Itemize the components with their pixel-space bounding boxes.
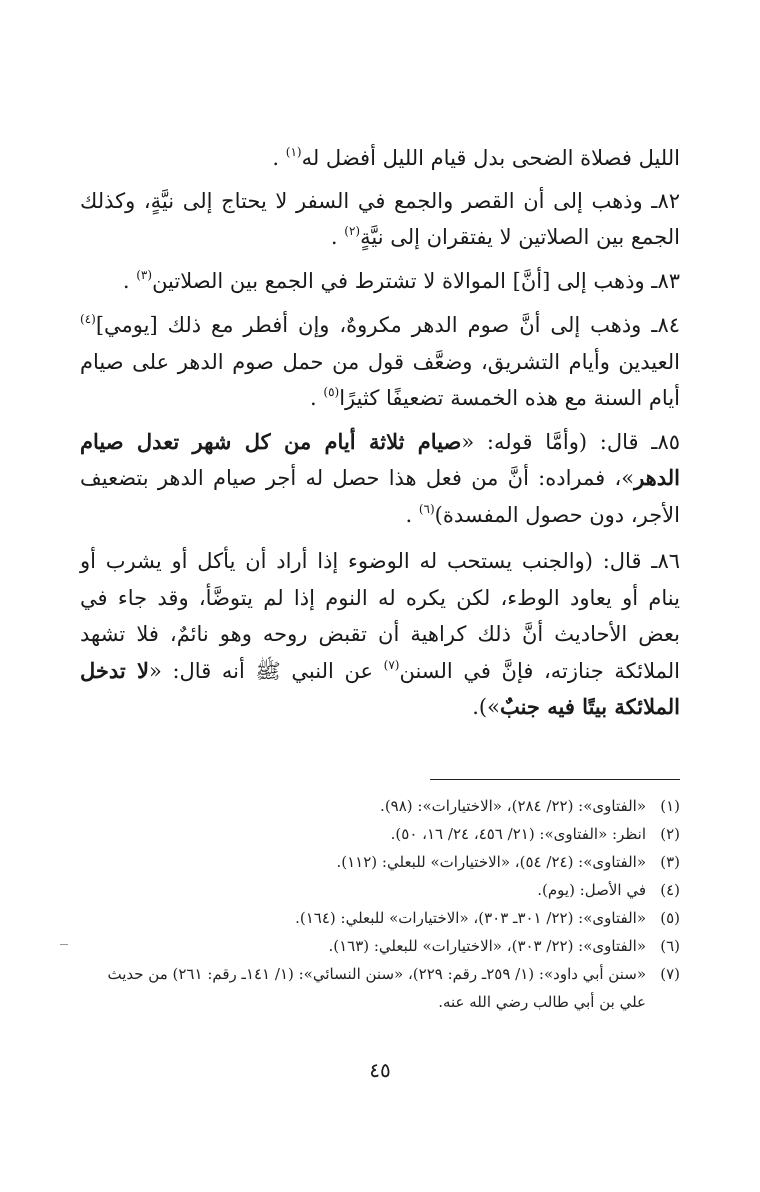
footnote — [80, 820, 680, 848]
paragraph-text: »، فمراده: أنَّ من فعل هذا حصل له أجر صيام الدهر بتضعيف الأجر، دون حصول المفسدة) — [80, 466, 680, 527]
footnote-number: (٧) — [660, 965, 680, 983]
paragraph-number: ٨٣ـ — [651, 268, 680, 293]
footnote-ref: (٢) — [344, 224, 361, 238]
paragraph-number: ٨٤ـ — [651, 313, 680, 337]
footnote-number: (٣) — [660, 853, 680, 871]
paragraph-text: الليل فصلاة الضحى بدل قيام الليل أفضل له — [301, 146, 680, 170]
paragraph-continuation — [80, 140, 680, 177]
paragraph-number: ٨٢ـ — [651, 188, 680, 213]
footnote-ref: (٧) — [383, 657, 400, 672]
footnote-text: في الأصل: (يوم). — [537, 881, 646, 899]
hadith-quote: لا تدخل الملائكة بيتًا فيه جنبٌ — [80, 657, 680, 719]
footnote — [80, 876, 680, 904]
margin-mark — [60, 944, 68, 945]
paragraph-text: قال: (وأمَّا قوله: « — [461, 429, 652, 454]
paragraph-end: . — [330, 225, 345, 249]
footnote-text: «الفتاوى»: (٢٢/ ٢٨٤)، «الاختيارات»: (٩٨). — [380, 797, 646, 815]
footnote-number: (٦) — [660, 937, 680, 955]
hadith-quote: صيام ثلاثة أيام من كل شهر تعدل صيام الدهر — [80, 428, 680, 490]
paragraph-86 — [80, 543, 680, 726]
footnote-text: «سنن أبي داود»: (١/ ٢٥٩ـ رقم: ٢٢٩)، «سنن النسائي»: (١/ ١٤١ـ رقم: ٢٦١) من حديث علي بن أبي طالب رضي الله عنه. — [107, 965, 646, 1011]
footnote-text: انظر: «الفتاوى»: (٢١/ ٤٥٦، ٢٤/ ١٦، ٥٠). — [390, 825, 646, 843]
paragraph-end: . — [310, 386, 324, 410]
paragraph-number: ٨٦ـ — [651, 549, 680, 573]
paragraph-85 — [80, 424, 680, 534]
paragraph-number: ٨٥ـ — [651, 429, 680, 454]
footnote-number: (٢) — [660, 825, 680, 843]
footnote-number: (٤) — [660, 881, 680, 899]
paragraph-text: وذهب إلى أنَّ صوم الدهر مكروهٌ، وإن أفطر مع ذلك [يومي] — [95, 313, 652, 337]
footnote-ref: (١) — [285, 145, 302, 159]
paragraph-text: عن النبي ﷺ أنه قال: « — [149, 658, 384, 683]
paragraph-text: قال: (والجنب يستحب له الوضوء إذا أراد أن يأكل أو يشرب أو ينام أو يعاود الوطء، لكن يكره له النوم إذا لم يتوضَّأ، وقد جاء في بعض الأحاديث أنَّ ذلك كراهية أن تقبض روحه وهو نائمٌ، فلا تشهد الملائكة جنازته، فإنَّ في السنن — [80, 549, 680, 683]
paragraph-end: . — [405, 502, 419, 527]
footnote-ref: (٣) — [136, 267, 153, 282]
footnote-separator — [430, 779, 680, 780]
footnote-number: (٥) — [660, 909, 680, 927]
footnote-ref: (٤) — [80, 312, 96, 326]
footnote — [80, 932, 680, 960]
paragraph-text: وذهب إلى أن القصر والجمع في السفر لا يحتاج إلى نيَّةٍ، وكذلك الجمع بين الصلاتين لا يفتقران إلى نيَّةٍ — [80, 188, 680, 249]
footnote-text: «الفتاوى»: (٢٢/ ٣٠١ـ ٣٠٣)، «الاختيارات» للبعلي: (١٦٤). — [295, 909, 646, 927]
footnote-ref: (٥) — [323, 385, 340, 399]
page-number: ٤٥ — [369, 1058, 391, 1082]
paragraph-end: . — [122, 268, 137, 293]
footnotes — [80, 792, 680, 1016]
paragraph-83 — [80, 263, 680, 300]
footnote — [80, 960, 680, 1016]
footnote-text: «الفتاوى»: (٢٤/ ٥٤)، «الاختيارات» للبعلي: (١١٢). — [336, 853, 646, 871]
main-text — [80, 140, 680, 733]
footnote-number: (١) — [660, 797, 680, 815]
footnote — [80, 848, 680, 876]
paragraph-82 — [80, 183, 680, 256]
footnote — [80, 904, 680, 932]
paragraph-end: . — [272, 146, 286, 170]
footnote — [80, 792, 680, 820]
paragraph-text: وذهب إلى [أنَّ] الموالاة لا تشترط في الجمع بين الصلاتين — [152, 268, 652, 293]
paragraph-84 — [80, 307, 680, 417]
footnote-ref: (٦) — [418, 501, 435, 516]
paragraph-end: »). — [472, 695, 500, 719]
paragraph-text: العيدين وأيام التشريق، وضعَّف قول من حمل صوم الدهر على صيام أيام السنة مع هذه الخمسة تضعيفًا كثيرًا — [80, 349, 680, 410]
footnote-text: «الفتاوى»: (٢٢/ ٣٠٣)، «الاختيارات» للبعلي: (١٦٣). — [328, 937, 646, 955]
